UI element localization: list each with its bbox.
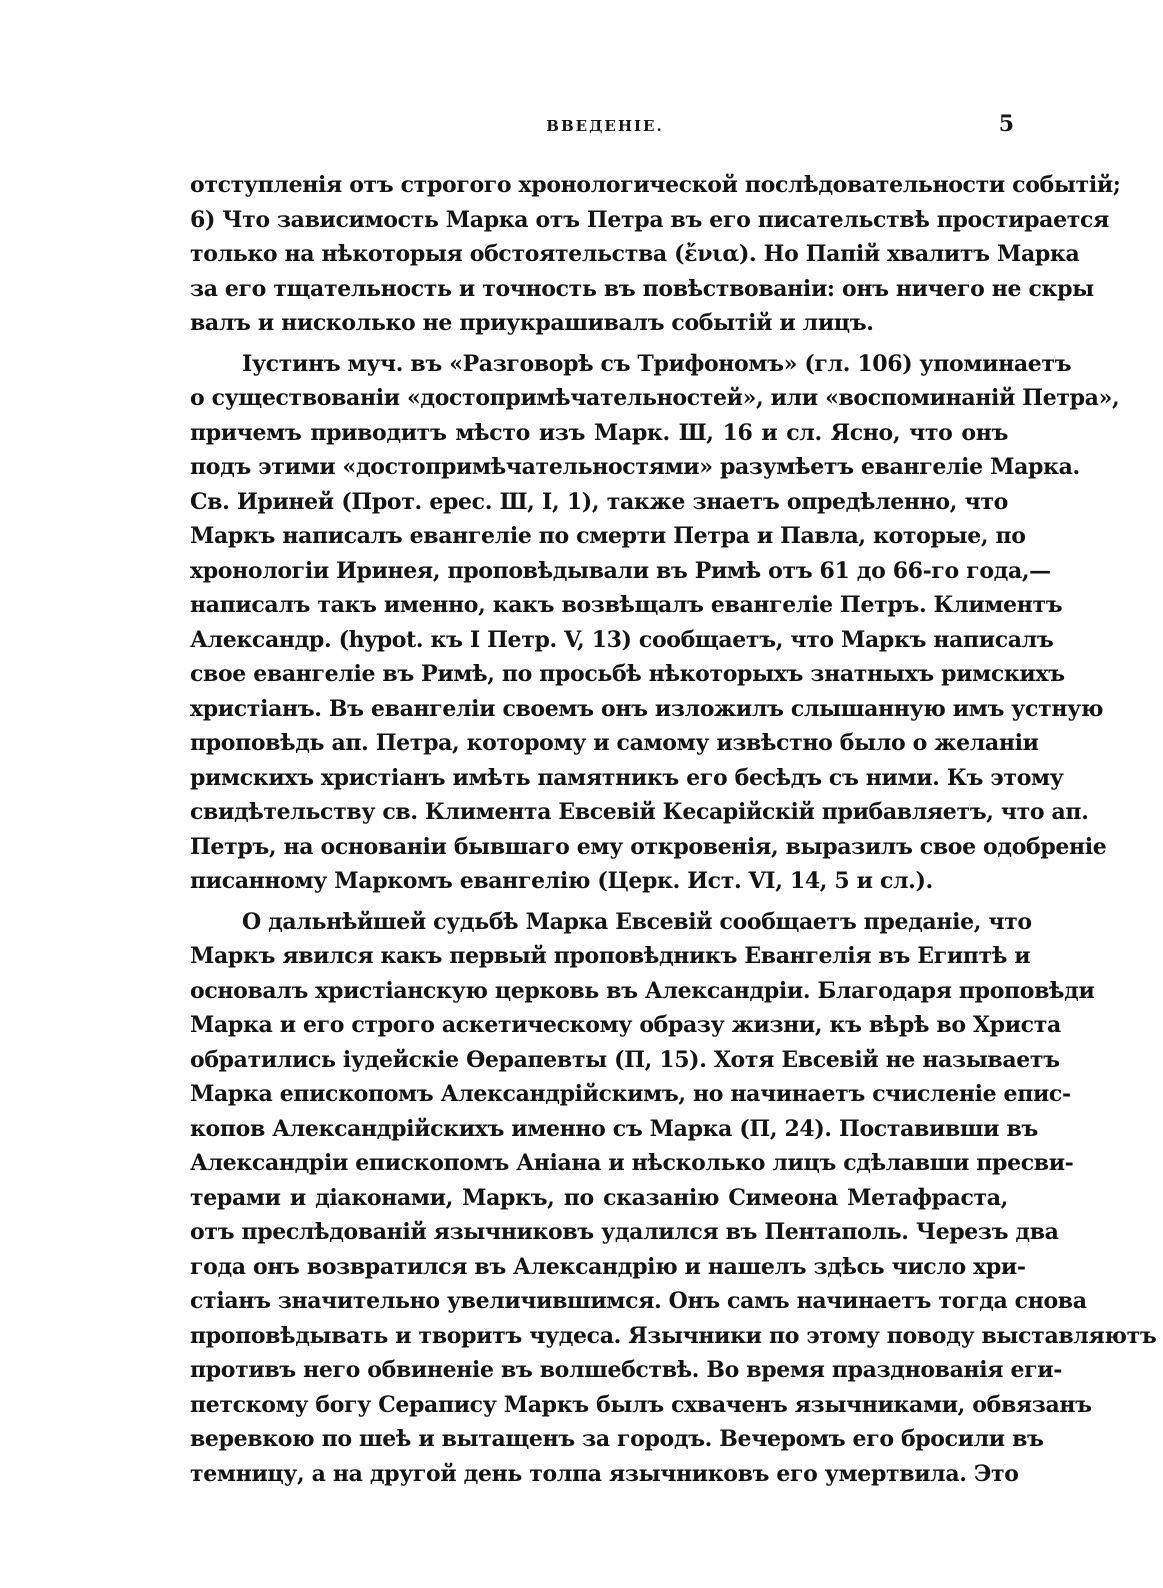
text-line: свое евангеліе въ Римѣ, по просьбѣ нѣкоторыхъ знатныхъ римскихъ — [190, 661, 1065, 687]
text-line: петскому богу Серапису Маркъ былъ схваченъ язычниками, обвязанъ — [190, 1391, 1092, 1418]
text-line: хронологіи Иринея, проповѣдывали въ Римѣ отъ 61 до 66-го года,— — [190, 557, 1051, 584]
text-line: Александр. (hypot. къ I Петр. V, 13) сообщаетъ, что Маркъ написалъ — [190, 626, 1054, 653]
text-line: отъ преслѣдованій язычниковъ удалился въ Пентаполь. Черезъ два — [190, 1219, 1059, 1245]
text-line: терами и діаконами, Маркъ, по сказанію Симеона Метафраста, — [190, 1184, 1008, 1211]
text-line: копов Александрійскихъ именно съ Марка (П, 24). Поставивши въ — [190, 1115, 1038, 1142]
text-line: О дальнѣйшей судьбѣ Марка Евсевій сообщаетъ преданіе, что — [242, 908, 1032, 935]
running-title: ВВЕДЕНІЕ. — [546, 117, 664, 135]
text-line: причемъ приводитъ мѣсто изъ Марк. Ш, 16 и сл. Ясно, что онъ — [190, 419, 1008, 446]
text-line: отступленія отъ строгого хронологической послѣдовательности событій; — [190, 172, 1121, 198]
running-head — [190, 111, 1020, 141]
text-line: Св. Ириней (Прот. ерес. Ш, I, 1), также знаетъ опредѣленно, что — [190, 488, 1008, 515]
text-line: противъ него обвиненіе въ волшебствѣ. Во время празднованія еги- — [190, 1357, 1062, 1383]
text-line: христіанъ. Въ евангеліи своемъ онъ изложилъ слышанную имъ устную — [190, 695, 1104, 722]
paragraph — [190, 347, 1120, 899]
body-text — [190, 168, 1157, 1491]
text-line: Маркъ написалъ евангеліе по смерти Петра и Павла, которые, по — [190, 523, 1026, 549]
text-line: римскихъ христіанъ имѣть памятникъ его бесѣдъ съ ними. Къ этому — [190, 764, 1064, 791]
text-line: веревкою по шеѣ и вытащенъ за городъ. Вечеромъ его бросили въ — [190, 1426, 1044, 1452]
text-line: за его тщательность и точность въ повѣствованіи: онъ ничего не скры — [190, 275, 1094, 302]
text-line: Александріи епископомъ Аніана и нѣсколько лицъ сдѣлавши пресви- — [190, 1150, 1074, 1176]
text-line: валъ и нисколько не приукрашивалъ событій и лицъ. — [190, 310, 874, 336]
text-line: стіанъ значительно увеличившимся. Онъ самъ начинаетъ тогда снова — [190, 1288, 1087, 1314]
text-line: года онъ возвратился въ Александрію и нашелъ здѣсь число хри- — [190, 1253, 1026, 1280]
text-line: 6) Что зависимость Марка отъ Петра въ его писательствѣ простирается — [190, 206, 1109, 233]
text-line: Іустинъ муч. въ «Разговорѣ съ Трифономъ» (гл. 106) упоминаетъ — [242, 350, 1072, 377]
text-line: Марка епископомъ Александрійскимъ, но начинаетъ счисленіе епис- — [190, 1081, 1071, 1107]
text-line: проповѣдывать и творитъ чудеса. Язычники по этому поводу выставляютъ — [190, 1322, 1157, 1349]
text-line: проповѣдь ап. Петра, которому и самому извѣстно было о желаніи — [190, 730, 1039, 756]
text-line: основалъ христіанскую церковь въ Александріи. Благодаря проповѣди — [190, 977, 1095, 1004]
paragraph — [190, 905, 1157, 1492]
text-line: темницу, а на другой день толпа язычниковъ его умертвила. Это — [190, 1460, 1019, 1487]
text-line: Петръ, на основаніи бывшаго ему откровенія, выразилъ свое одобреніе — [190, 833, 1107, 860]
text-line: обратились іудейскіе Ѳерапевты (П, 15). Хотя Евсевій не называетъ — [190, 1046, 1060, 1073]
text-line: Марка и его строго аскетическому образу жизни, къ вѣрѣ во Христа — [190, 1012, 1061, 1038]
text-line: о существованіи «достопримѣчательностей», или «воспоминаній Петра», — [190, 385, 1120, 411]
text-line: подъ этими «достопримѣчательностями» разумѣетъ евангеліе Марка. — [190, 454, 1080, 480]
text-line: написалъ такъ именно, какъ возвѣщалъ евангеліе Петръ. Климентъ — [190, 592, 1063, 618]
text-line: свидѣтельству св. Климента Евсевій Кесарійскій прибавляетъ, что ап. — [190, 799, 1089, 825]
text-line: писанному Маркомъ евангелію (Церк. Ист. VI, 14, 5 и сл.). — [190, 868, 933, 894]
text-line: Маркъ явился какъ первый проповѣдникъ Евангелія въ Египтѣ и — [190, 943, 1031, 969]
page-number: 5 — [998, 111, 1014, 137]
paragraph — [190, 168, 1121, 341]
text-line: только на нѣкоторыя обстоятельства (ἔνια). Но Папій хвалитъ Марка — [190, 241, 1080, 267]
